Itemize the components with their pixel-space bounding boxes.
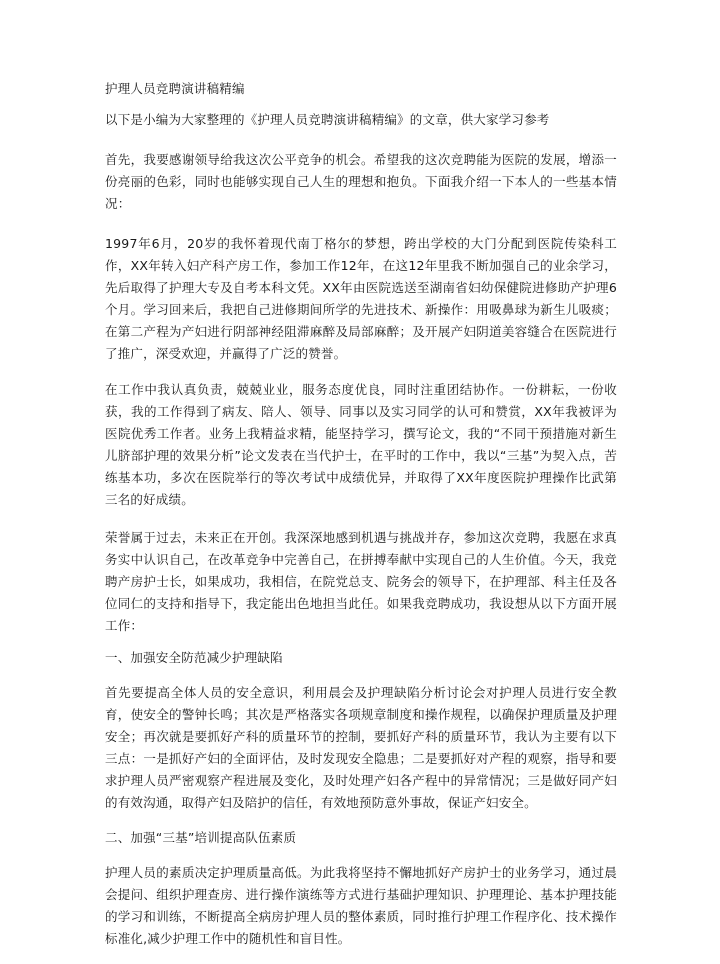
section-heading-safety: 一、加强安全防范减少护理缺陷 bbox=[105, 650, 283, 665]
document-page bbox=[105, 80, 617, 964]
paragraph-safety: 首先要提高全体人员的安全意识，利用晨会及护理缺陷分析讨论会对护理人员进行安全教育，使安全的警钟长鸣；其次是严格落实各项规章制度和操作规程，以确保护理质量及护理安全；再次就是要抓好产科的质量环节的控制，要抓好产科的质量环节，我认为主要有以下三点：一是抓好产妇的全面评估，及时发现安全隐患；二是要抓好对产程的观察，指导和要求护理人员严密观察产程进展及变化，及时处理产妇各产程中的异常情况；三是做好同产妇的有效沟通，取得产妇及陪护的信任，有效地预防意外事故，保证产妇安全。 bbox=[105, 685, 617, 810]
paragraph-opening: 首先，我要感谢领导给我这次公平竞争的机会。希望我的这次竞聘能为医院的发展，增添一份亮丽的色彩，同时也能够实现自己人生的理想和抱负。下面我介绍一下本人的一些基本情况： bbox=[105, 152, 617, 211]
section-heading-training: 二、加强“三基”培训提高队伍素质 bbox=[105, 830, 297, 845]
paragraph-training: 护理人员的素质决定护理质量高低。为此我将坚持不懈地抓好产房护士的业务学习，通过晨会提问、组织护理查房、进行操作演练等方式进行基础护理知识、护理理论、基本护理技能的学习和训练，不断提高全病房护理人员的整体素质，同时推行护理工作程序化、技术操作标准化,减少护理工作中的随机性和盲目性。 bbox=[105, 865, 617, 946]
document-intro: 以下是小编为大家整理的《护理人员竞聘演讲稿精编》的文章，供大家学习参考 bbox=[105, 112, 550, 127]
document-title: 护理人员竞聘演讲稿精编 bbox=[105, 81, 245, 96]
paragraph-competition: 荣誉属于过去，未来正在开创。我深深地感到机遇与挑战并存，参加这次竞聘，我愿在求真务实中认识自己，在改革竞争中完善自己，在拼搏奉献中实现自己的人生价值。今天，我竞聘产房护士长，如果成功，我相信，在院党总支、院务会的领导下，在护理部、科主任及各位同仁的支持和指导下，我定能出色地担当此任。如果我竞聘成功，我设想从以下方面开展工作： bbox=[105, 530, 617, 633]
paragraph-background: 1997年6月，20岁的我怀着现代南丁格尔的梦想，跨出学校的大门分配到医院传染科工作，XX年转入妇产科产房工作，参加工作12年，在这12年里我不断加强自己的业余学习，先后取得了护理大专及自考本科文凭。XX年由医院选送至湖南省妇幼保健院进修助产护理6个月。学习回来后，我把自己进修期间所学的先进技术、新操作：用吸鼻球为新生儿吸痰；在第二产程为产妇进行阴部神经阻滞麻醉及局部麻醉；及开展产妇阴道美容缝合在医院进行了推广，深受欢迎，并赢得了广泛的赞誉。 bbox=[105, 236, 617, 361]
paragraph-work-performance: 在工作中我认真负责，兢兢业业，服务态度优良，同时注重团结协作。一份耕耘，一份收获，我的工作得到了病友、陪人、领导、同事以及实习同学的认可和赞赏，XX年我被评为医院优秀工作者。业务上我精益求精，能坚持学习，撰写论文，我的“不同干预措施对新生儿脐部护理的效果分析”论文发表在当代护士，在平时的工作中，我以“三基”为契入点，苦练基本功，多次在医院举行的等次考试中成绩优异，并取得了XX年度医院护理操作比武第三名的好成绩。 bbox=[105, 382, 617, 507]
